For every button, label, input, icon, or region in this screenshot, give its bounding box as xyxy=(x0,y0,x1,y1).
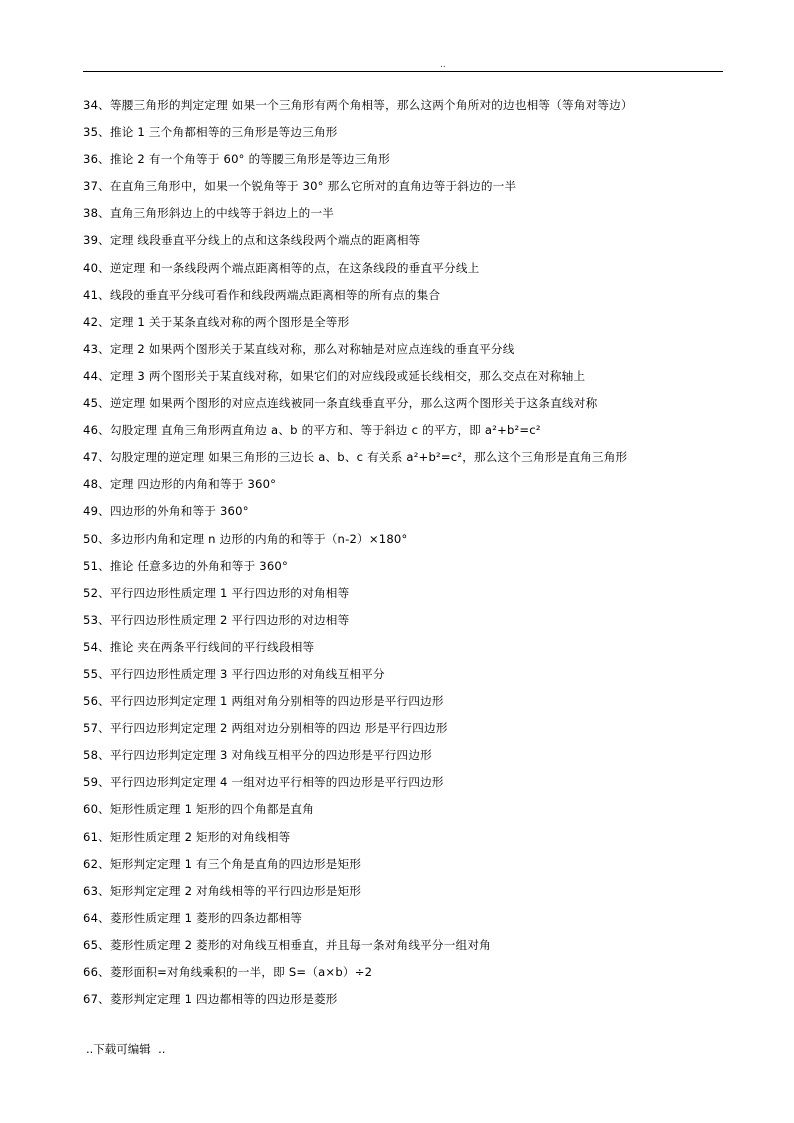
theorem-line: 58、平行四边形判定定理 3 对角线互相平分的四边形是平行四边形 xyxy=(83,748,432,763)
theorem-line: 45、逆定理 如果两个图形的对应点连线被同一条直线垂直平分，那么这两个图形关于这条直线对称 xyxy=(83,396,598,411)
header-dots: .. xyxy=(440,60,446,70)
theorem-line: 36、推论 2 有一个角等于 60° 的等腰三角形是等边三角形 xyxy=(83,152,391,167)
theorem-line: 55、平行四边形性质定理 3 平行四边形的对角线互相平分 xyxy=(83,666,385,681)
theorem-line: 47、勾股定理的逆定理 如果三角形的三边长 a、b、c 有关系 a²+b²=c²，那么这个三角形是直角三角形 xyxy=(83,450,628,465)
footer-text: ..下载可编辑 .. xyxy=(86,1042,166,1056)
theorem-line: 65、菱形性质定理 2 菱形的对角线互相垂直，并且每一条对角线平分一组对角 xyxy=(83,937,491,952)
theorem-line: 63、矩形判定定理 2 对角线相等的平行四边形是矩形 xyxy=(83,883,362,898)
theorem-line: 61、矩形性质定理 2 矩形的对角线相等 xyxy=(83,829,291,844)
theorem-line: 38、直角三角形斜边上的中线等于斜边上的一半 xyxy=(83,206,335,221)
theorem-line: 57、平行四边形判定定理 2 两组对边分别相等的四边 形是平行四边形 xyxy=(83,721,448,736)
theorem-line: 48、定理 四边形的内角和等于 360° xyxy=(83,477,277,492)
theorem-line: 60、矩形性质定理 1 矩形的四个角都是直角 xyxy=(83,802,314,817)
theorem-line: 67、菱形判定定理 1 四边都相等的四边形是菱形 xyxy=(83,992,338,1007)
theorem-list xyxy=(83,94,733,1015)
theorem-line: 34、等腰三角形的判定定理 如果一个三角形有两个角相等，那么这两个角所对的边也相等（等角对等边） xyxy=(83,98,633,112)
theorem-line: 39、定理 线段垂直平分线上的点和这条线段两个端点的距离相等 xyxy=(83,233,421,248)
theorem-line: 56、平行四边形判定定理 1 两组对角分别相等的四边形是平行四边形 xyxy=(83,694,444,709)
theorem-line: 40、逆定理 和一条线段两个端点距离相等的点，在这条线段的垂直平分线上 xyxy=(83,260,480,275)
theorem-line: 54、推论 夹在两条平行线间的平行线段相等 xyxy=(83,639,315,654)
theorem-line: 37、在直角三角形中，如果一个锐角等于 30° 那么它所对的直角边等于斜边的一半 xyxy=(83,179,517,194)
header-rule xyxy=(83,71,723,72)
theorem-line: 64、菱形性质定理 1 菱形的四条边都相等 xyxy=(83,910,303,925)
theorem-line: 50、多边形内角和定理 n 边形的内角的和等于（n-2）×180° xyxy=(83,531,408,546)
theorem-line: 66、菱形面积=对角线乘积的一半，即 S=（a×b）÷2 xyxy=(83,965,373,979)
theorem-line: 41、线段的垂直平分线可看作和线段两端点距离相等的所有点的集合 xyxy=(83,287,441,302)
theorem-line: 44、定理 3 两个图形关于某直线对称，如果它们的对应线段或延长线相交，那么交点在对称轴上 xyxy=(83,368,586,383)
theorem-line: 43、定理 2 如果两个图形关于某直线对称，那么对称轴是对应点连线的垂直平分线 xyxy=(83,341,515,356)
theorem-line: 53、平行四边形性质定理 2 平行四边形的对边相等 xyxy=(83,612,350,627)
theorem-line: 42、定理 1 关于某条直线对称的两个图形是全等形 xyxy=(83,314,350,329)
theorem-line: 59、平行四边形判定定理 4 一组对边平行相等的四边形是平行四边形 xyxy=(83,775,444,790)
theorem-line: 49、四边形的外角和等于 360° xyxy=(83,504,249,519)
theorem-line: 35、推论 1 三个角都相等的三角形是等边三角形 xyxy=(83,125,338,140)
theorem-line: 62、矩形判定定理 1 有三个角是直角的四边形是矩形 xyxy=(83,856,362,871)
theorem-line: 51、推论 任意多边的外角和等于 360° xyxy=(83,558,288,573)
theorem-line: 52、平行四边形性质定理 1 平行四边形的对角相等 xyxy=(83,585,350,600)
theorem-line: 46、勾股定理 直角三角形两直角边 a、b 的平方和、等于斜边 c 的平方，即 a²+b²=c² xyxy=(83,423,541,438)
